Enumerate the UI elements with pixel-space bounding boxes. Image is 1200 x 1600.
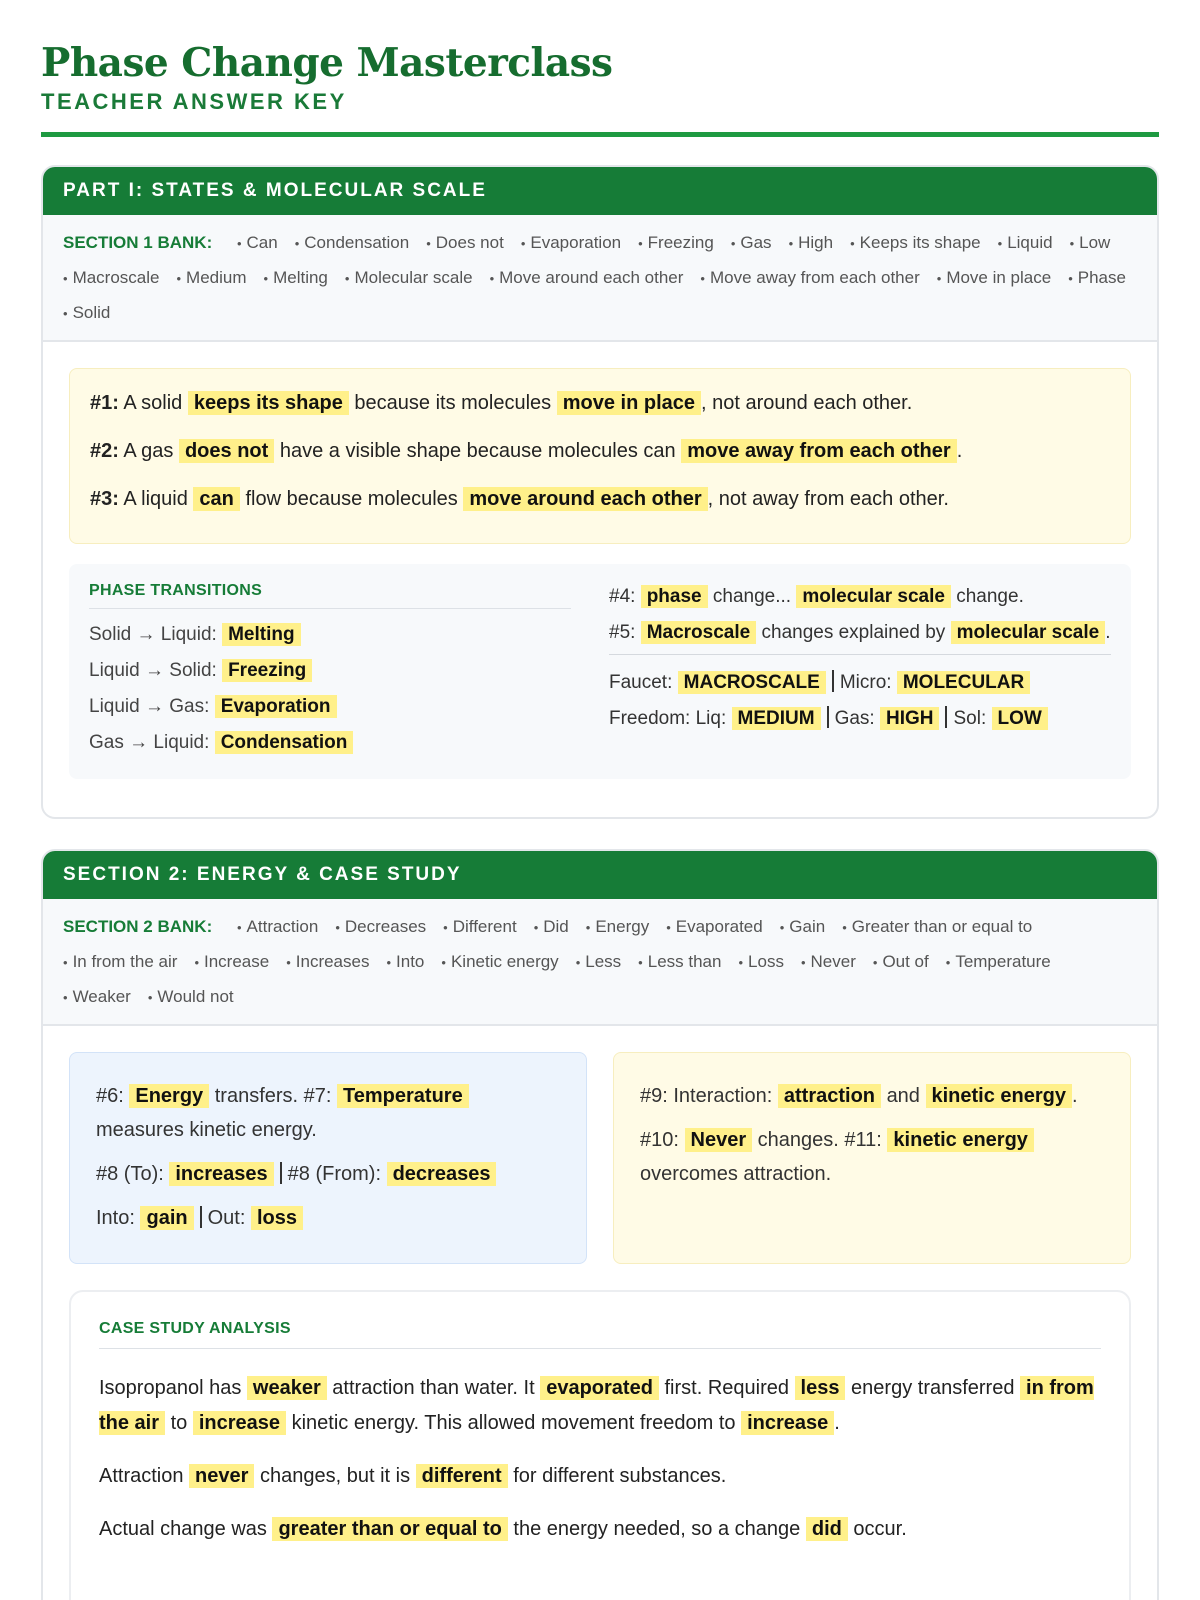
answer-highlight: can xyxy=(193,487,239,511)
case-paragraph-3 xyxy=(99,1512,1101,1547)
bank-word: • Move around each other xyxy=(490,261,684,296)
bank-word: • Never xyxy=(801,945,856,980)
question-number: #3: xyxy=(90,488,119,510)
into-label: Into: xyxy=(96,1207,135,1229)
case-text: attraction than water. It xyxy=(332,1377,535,1399)
transition-row xyxy=(89,725,571,761)
bank-word: • Temperature xyxy=(946,945,1051,980)
answer-highlight: evaporated xyxy=(540,1376,659,1400)
part1-card xyxy=(41,165,1159,819)
answer-highlight: attraction xyxy=(778,1084,881,1108)
separator-bar xyxy=(945,706,947,728)
separator-bar xyxy=(280,1162,282,1184)
question-9 xyxy=(640,1079,1104,1113)
answer-highlight: gain xyxy=(140,1206,193,1230)
bank-word: • Loss xyxy=(738,945,783,980)
answer-highlight: MEDIUM xyxy=(732,707,821,730)
page-header xyxy=(41,0,1159,137)
bank-word: • Increase xyxy=(194,945,269,980)
transition-row xyxy=(89,653,571,689)
section1-bank-label: SECTION 1 BANK: xyxy=(63,233,213,252)
question-number: #2: xyxy=(90,440,119,462)
part1-heading: PART I: STATES & MOLECULAR SCALE xyxy=(43,167,1157,215)
answer-highlight: LOW xyxy=(992,707,1048,730)
bank-word: • Greater than or equal to xyxy=(842,910,1032,945)
answer-highlight: increases xyxy=(169,1162,273,1186)
case-text: changes, but it is xyxy=(259,1465,411,1487)
question-number: #5: xyxy=(609,622,636,643)
question-number: #9: Interaction: xyxy=(640,1085,773,1107)
case-study-label: CASE STUDY ANALYSIS xyxy=(99,1320,1101,1349)
answer-highlight: greater than or equal to xyxy=(272,1517,507,1541)
freedom-line xyxy=(609,701,1111,737)
case-text: the energy needed, so a change xyxy=(513,1518,801,1540)
part2-heading: SECTION 2: ENERGY & CASE STUDY xyxy=(43,851,1157,899)
answer-highlight: Macroscale xyxy=(641,621,757,644)
question-text: and xyxy=(886,1085,920,1107)
question-8 xyxy=(96,1157,560,1191)
bank-word: • Liquid xyxy=(998,226,1053,261)
bank-word: • Attraction xyxy=(237,910,318,945)
case-text: Isopropanol has xyxy=(99,1377,242,1399)
case-text: occur. xyxy=(853,1518,907,1540)
case-text: first. Required xyxy=(664,1377,789,1399)
answer-highlight: kinetic energy xyxy=(926,1084,1073,1108)
question-number: #11: xyxy=(844,1129,882,1151)
question-5 xyxy=(609,618,1111,648)
question-text: change... xyxy=(712,586,792,607)
gas-label: Gas: xyxy=(834,708,875,729)
bank-word: • Does not xyxy=(426,226,504,261)
answer-highlight: loss xyxy=(251,1206,303,1230)
bank-word: • Energy xyxy=(586,910,649,945)
transition-label: Gas → Liquid: xyxy=(89,732,210,753)
case-text: kinetic energy. This allowed movement freedom to xyxy=(291,1412,736,1434)
question-1 xyxy=(90,389,1110,417)
case-text: Actual change was xyxy=(99,1518,267,1540)
bank-word: • Different xyxy=(443,910,517,945)
answer-highlight: phase xyxy=(641,585,708,608)
transition-label: Liquid → Solid: xyxy=(89,660,217,681)
case-text: for different substances. xyxy=(513,1465,727,1487)
answer-highlight: less xyxy=(795,1376,846,1400)
bank-word: • Keeps its shape xyxy=(850,226,981,261)
question-2 xyxy=(90,437,1110,465)
question-text: because its molecules xyxy=(354,392,552,414)
answer-highlight: increase xyxy=(741,1411,834,1435)
bank-word: • Into xyxy=(386,945,424,980)
bank-word: • Medium xyxy=(176,261,246,296)
bank-word: • Decreases xyxy=(335,910,426,945)
case-study-panel xyxy=(69,1290,1131,1600)
answer-highlight: HIGH xyxy=(880,707,940,730)
answer-highlight: move in place xyxy=(557,391,701,415)
bank-word: • Move in place xyxy=(937,261,1051,296)
question-number: #6: xyxy=(96,1085,124,1107)
bank-word: • Did xyxy=(534,910,569,945)
case-text: Attraction xyxy=(99,1465,184,1487)
answer-highlight: weaker xyxy=(247,1376,327,1400)
bank-word: • Can xyxy=(237,226,278,261)
question-text: A gas xyxy=(123,440,174,462)
question-3 xyxy=(90,485,1110,513)
transition-label: Solid → Liquid: xyxy=(89,624,217,645)
interaction-questions-box xyxy=(613,1052,1131,1264)
bank-word: • Evaporated xyxy=(666,910,763,945)
question-text: overcomes attraction. xyxy=(640,1163,832,1185)
answer-highlight: Freezing xyxy=(222,659,312,682)
questions-6-7 xyxy=(96,1079,560,1147)
case-text: energy transferred xyxy=(851,1377,1015,1399)
bank-word: • Less than xyxy=(638,945,721,980)
transition-label: Liquid → Gas: xyxy=(89,696,210,717)
question-text: changes explained by xyxy=(761,622,946,643)
bank-word: • Increases xyxy=(286,945,369,980)
bank-word: • Solid xyxy=(63,296,110,331)
question-number: #7: xyxy=(303,1085,332,1107)
bank-word: • Gas xyxy=(731,226,772,261)
answer-highlight: move away from each other xyxy=(681,439,956,463)
bank-word: • Kinetic energy xyxy=(441,945,558,980)
transition-row xyxy=(89,617,571,653)
bank-word: • High xyxy=(789,226,834,261)
question-number: #8 (To): xyxy=(96,1163,164,1185)
section2-word-bank xyxy=(43,899,1157,1026)
question-number: #1: xyxy=(90,392,119,414)
question-text: measures kinetic energy. xyxy=(96,1119,317,1141)
answer-highlight: molecular scale xyxy=(951,621,1106,644)
bank-word: • Move away from each other xyxy=(700,261,919,296)
answer-highlight: MOLECULAR xyxy=(897,671,1030,694)
bank-word: • Macroscale xyxy=(63,261,159,296)
solid-label: Sol: xyxy=(953,708,987,729)
answer-highlight: move around each other xyxy=(463,487,707,511)
questions-10-11 xyxy=(640,1123,1104,1191)
separator-bar xyxy=(832,670,834,692)
bank-word: • Molecular scale xyxy=(345,261,473,296)
answer-highlight: Condensation xyxy=(215,731,354,754)
bank-word: • Phase xyxy=(1068,261,1126,296)
freedom-label: Freedom: Liq: xyxy=(609,708,727,729)
bank-word: • Gain xyxy=(780,910,825,945)
question-text: changes. xyxy=(757,1129,839,1151)
case-paragraph-1 xyxy=(99,1371,1101,1441)
question-text: A liquid xyxy=(123,488,188,510)
question-text: flow because molecules xyxy=(245,488,458,510)
transitions-panel xyxy=(69,564,1131,779)
answer-highlight: does not xyxy=(179,439,274,463)
question-text: , not away from each other. xyxy=(707,488,949,510)
question-text: , not around each other. xyxy=(701,392,913,414)
question-number: #8 (From): xyxy=(287,1163,382,1185)
answer-highlight: Melting xyxy=(222,623,301,646)
answer-highlight: in from the air xyxy=(99,1377,1094,1434)
bank-word: • Low xyxy=(1070,226,1111,261)
section1-word-bank xyxy=(43,215,1157,342)
bank-word: • Melting xyxy=(264,261,328,296)
header-divider xyxy=(41,132,1159,137)
separator-bar xyxy=(200,1206,202,1228)
transition-row xyxy=(89,689,571,725)
energy-questions-box xyxy=(69,1052,587,1264)
answer-highlight: Evaporation xyxy=(215,695,337,718)
bank-word: • Out of xyxy=(873,945,929,980)
section1-bank-items xyxy=(63,233,1143,322)
bank-word: • Weaker xyxy=(63,980,131,1015)
bank-word: • In from the air xyxy=(63,945,177,980)
question-number: #10: xyxy=(640,1129,679,1151)
question-text: . xyxy=(956,440,963,462)
question-text: . xyxy=(1072,1085,1078,1107)
faucet-label: Faucet: xyxy=(609,672,673,693)
question-text: have a visible shape because molecules can xyxy=(279,440,676,462)
section2-bank-items xyxy=(63,917,1068,1006)
answer-highlight: different xyxy=(416,1464,508,1488)
question-text: A solid xyxy=(123,392,183,414)
question-4 xyxy=(609,582,1111,612)
into-out-line xyxy=(96,1201,560,1235)
scale-questions xyxy=(609,582,1111,761)
phase-transitions-label: PHASE TRANSITIONS xyxy=(89,582,571,609)
bank-word: • Would not xyxy=(148,980,234,1015)
question-text: transfers. xyxy=(214,1085,299,1107)
bank-word: • Less xyxy=(576,945,621,980)
question-text: change. xyxy=(956,586,1024,607)
case-text: to xyxy=(170,1412,188,1434)
answer-highlight: did xyxy=(806,1517,848,1541)
answer-highlight: increase xyxy=(193,1411,286,1435)
answer-highlight: MACROSCALE xyxy=(678,671,826,694)
page-subtitle: TEACHER ANSWER KEY xyxy=(41,89,347,114)
answer-highlight: Temperature xyxy=(337,1084,469,1108)
questions-1-3-box xyxy=(69,368,1131,544)
section2-bank-label: SECTION 2 BANK: xyxy=(63,917,213,936)
case-text: . xyxy=(834,1412,840,1434)
micro-label: Micro: xyxy=(839,672,892,693)
phase-transitions xyxy=(89,582,571,761)
divider xyxy=(609,654,1111,655)
answer-highlight: never xyxy=(189,1464,254,1488)
bank-word: • Evaporation xyxy=(521,226,621,261)
answer-highlight: decreases xyxy=(387,1162,497,1186)
out-label: Out: xyxy=(207,1207,246,1229)
question-number: #4: xyxy=(609,586,636,607)
part2-card xyxy=(41,849,1159,1600)
bank-word: • Freezing xyxy=(638,226,714,261)
separator-bar xyxy=(827,706,829,728)
faucet-line xyxy=(609,665,1111,701)
answer-highlight: keeps its shape xyxy=(188,391,349,415)
answer-highlight: kinetic energy xyxy=(887,1128,1034,1152)
page-title: Phase Change Masterclass xyxy=(41,40,613,86)
answer-highlight: Never xyxy=(685,1128,753,1152)
bank-word: • Condensation xyxy=(295,226,409,261)
answer-highlight: molecular scale xyxy=(796,585,951,608)
case-paragraph-2 xyxy=(99,1459,1101,1494)
answer-highlight: Energy xyxy=(129,1084,209,1108)
question-text: . xyxy=(1105,622,1111,643)
